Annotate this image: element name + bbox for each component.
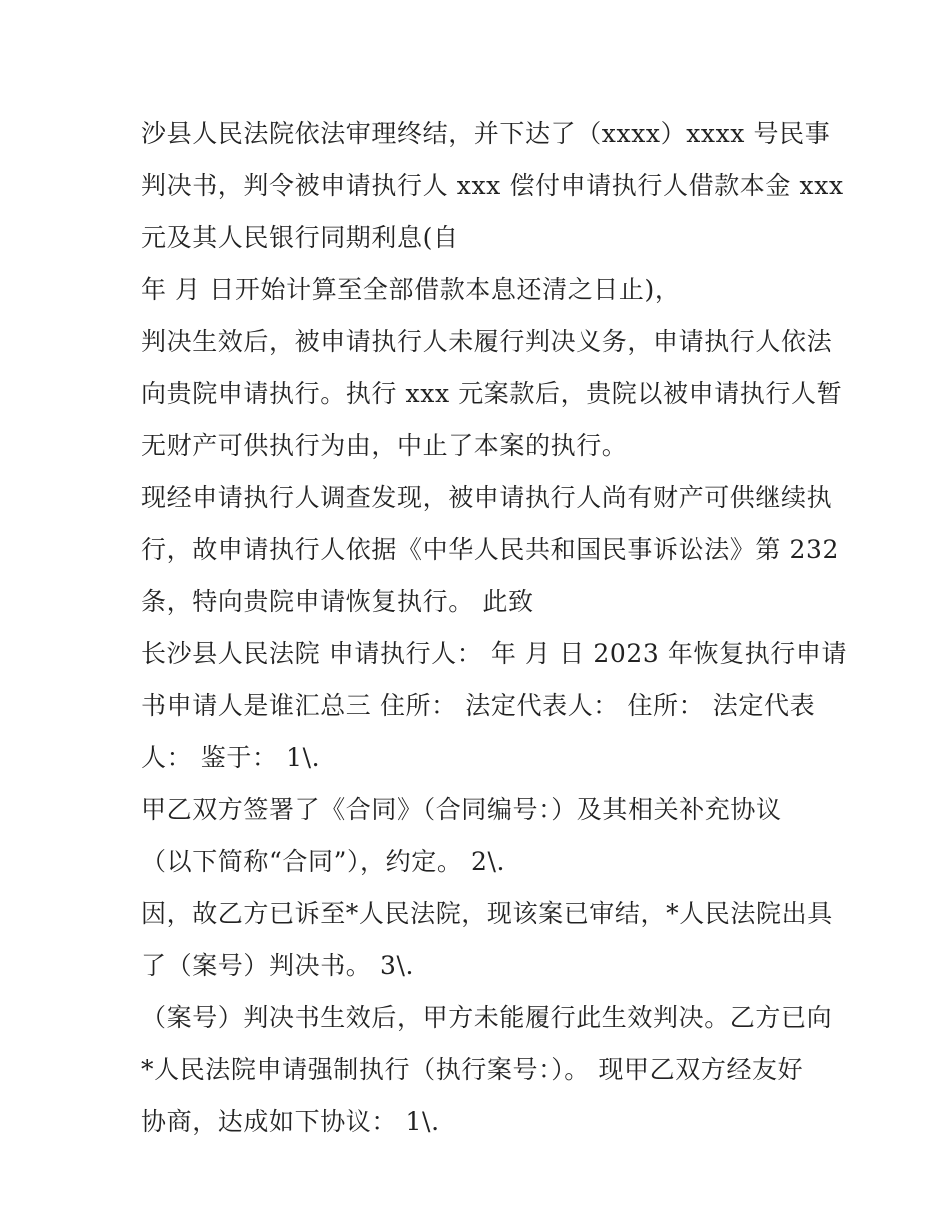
text-line: 书申请人是谁汇总三 住所： 法定代表人： 住所： 法定代表 bbox=[141, 691, 816, 720]
text-line: 长沙县人民法院 申请执行人： 年 月 日 2023 年恢复执行申请 bbox=[141, 639, 848, 668]
text-line: 沙县人民法院依法审理终结，并下达了（xxxx）xxxx 号民事 bbox=[141, 119, 831, 148]
document-body bbox=[141, 108, 848, 1148]
text-line: 条，特向贵院申请恢复执行。 此致 bbox=[141, 587, 534, 616]
text-line: 行，故申请执行人依据《中华人民共和国民事诉讼法》第 232 bbox=[141, 535, 840, 564]
text-line: 了（案号）判决书。 3\. bbox=[141, 951, 415, 980]
text-line: 人： 鉴于： 1\. bbox=[141, 743, 321, 772]
text-line: *人民法院申请强制执行（执行案号：）。 现甲乙双方经友好 bbox=[141, 1055, 804, 1084]
text-line: 无财产可供执行为由，中止了本案的执行。 bbox=[141, 431, 628, 460]
text-line: 因，故乙方已诉至*人民法院，现该案已审结，*人民法院出具 bbox=[141, 899, 833, 928]
text-line: 甲乙双方签署了《合同》（合同编号：）及其相关补充协议 bbox=[141, 795, 782, 824]
text-line: （案号）判决书生效后，甲方未能履行此生效判决。乙方已向 bbox=[141, 1003, 833, 1032]
text-line: 向贵院申请执行。执行 xxx 元案款后，贵院以被申请执行人暂 bbox=[141, 379, 843, 408]
text-line: （以下简称“合同”），约定。 2\. bbox=[141, 847, 506, 876]
text-line: 元及其人民银行同期利息(自 bbox=[141, 223, 459, 252]
text-line: 协商，达成如下协议： 1\. bbox=[141, 1107, 440, 1136]
text-line: 判决生效后，被申请执行人未履行判决义务，申请执行人依法 bbox=[141, 327, 833, 356]
text-line: 年 月 日开始计算至全部借款本息还清之日止)， bbox=[141, 275, 681, 304]
text-line: 现经申请执行人调查发现，被申请执行人尚有财产可供继续执 bbox=[141, 483, 833, 512]
text-line: 判决书，判令被申请执行人 xxx 偿付申请执行人借款本金 xxx bbox=[141, 171, 844, 200]
